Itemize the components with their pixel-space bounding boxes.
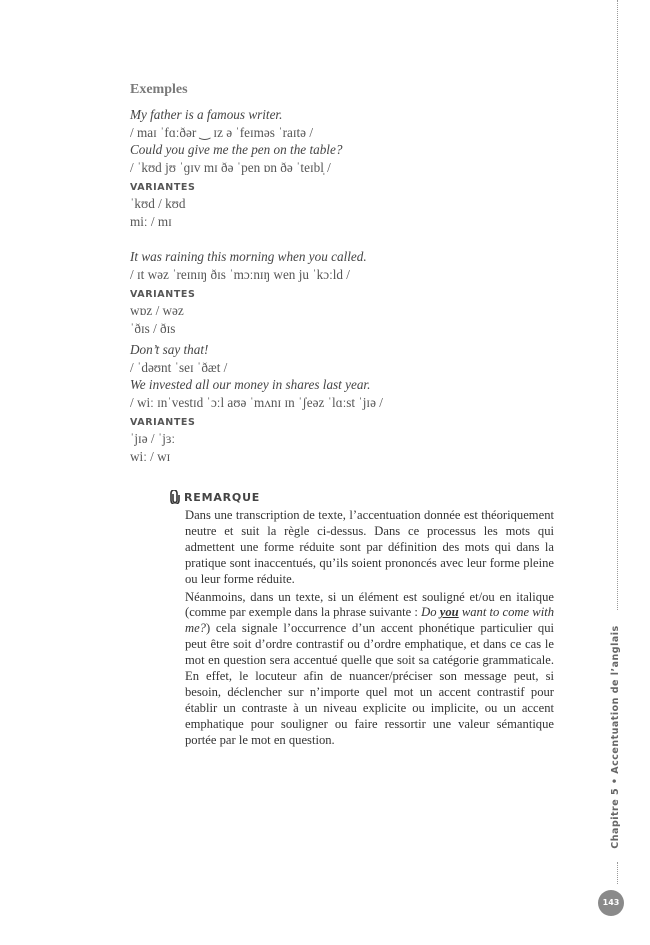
side-margin (607, 0, 627, 945)
variant-line: ˈðɪs / ðɪs (130, 320, 176, 336)
variant-line: ˈjɪə / ˈjɜː (130, 431, 176, 446)
variantes-label: VARIANTES (130, 289, 196, 300)
example-sentence: Don’t say that! (130, 342, 209, 357)
dotted-rule (617, 0, 618, 610)
example-sentence: My father is a famous writer. (130, 107, 283, 122)
variant-line: wɒz / wəz (130, 303, 184, 318)
phonetic-transcription: / ɪt wəz ˈreɪnɪŋ ðɪs ˈmɔːnɪŋ wen ju ˈkɔːld / (130, 266, 350, 282)
example-sentence: It was raining this morning when you called. (130, 249, 367, 264)
variantes-label: VARIANTES (130, 182, 196, 193)
chapter-label: Chapitre 5 • Accentuation de l’anglais (610, 625, 621, 849)
phonetic-transcription: / ˈkʊd jʊ ˈɡɪv mɪ ðə ˈpen ɒn ðə ˈteɪbl̩ / (130, 159, 331, 175)
variant-line: miː / mɪ (130, 213, 172, 229)
phonetic-transcription: / maɪ ˈfɑːðər ‿ ɪz ə ˈfeɪməs ˈraɪtə / (130, 124, 313, 140)
remark-box (170, 490, 554, 749)
section-heading: Exemples (130, 82, 188, 97)
paperclip-icon (170, 490, 180, 504)
remark-paragraph: Dans une transcription de texte, l’accentuation donnée est théoriquement neutre et suit la règle ci-dessus. Dans ce processus les mots qui admettent une forme réduite sont par définition des mots qui dans la pratique sont inaccentués, qu’ils soient prononcés avec leur forme pleine ou leur forme réduite. (185, 508, 554, 586)
examples-section (130, 82, 570, 465)
variantes-label: VARIANTES (130, 417, 196, 428)
page-number: 143 (598, 890, 624, 916)
remark-title: REMARQUE (184, 490, 261, 504)
dotted-rule (617, 862, 618, 884)
phonetic-transcription: / ˈdəʊnt ˈseɪ ˈðæt / (130, 359, 228, 375)
example-sentence: Could you give me the pen on the table? (130, 142, 343, 157)
variant-line: ˈkʊd / kʊd (130, 196, 186, 211)
remark-paragraph: Néanmoins, dans un texte, si un élément est souligné et/ou en italique (comme par exemple dans la phrase suivante : Do you want to come with me?) cela signale l’occurrence d’un accent phonétique particulier qui peut être soit d’ordre contrastif ou d’ordre emphatique, et dans ce cas le mot en question sera accentué quelle que soit sa catégorie grammaticale. En effet, le locuteur afin de nuancer/préciser son message peut, si besoin, déclencher sur n’importe quel mot un accent contrastif pour établir un contraste à un niveau explicite ou implicite, ou un accent emphatique pour souligner ou faire ressortir une valeur sémantique portée par le mot en question. (185, 589, 555, 747)
phonetic-transcription: / wiː ɪnˈvestɪd ˈɔːl aʊə ˈmʌnɪ ɪn ˈʃeəz ˈlɑːst ˈjɪə / (130, 394, 383, 410)
remark-header (170, 490, 554, 504)
variant-line: wiː / wɪ (130, 448, 171, 464)
example-sentence: We invested all our money in shares last year. (130, 377, 371, 392)
